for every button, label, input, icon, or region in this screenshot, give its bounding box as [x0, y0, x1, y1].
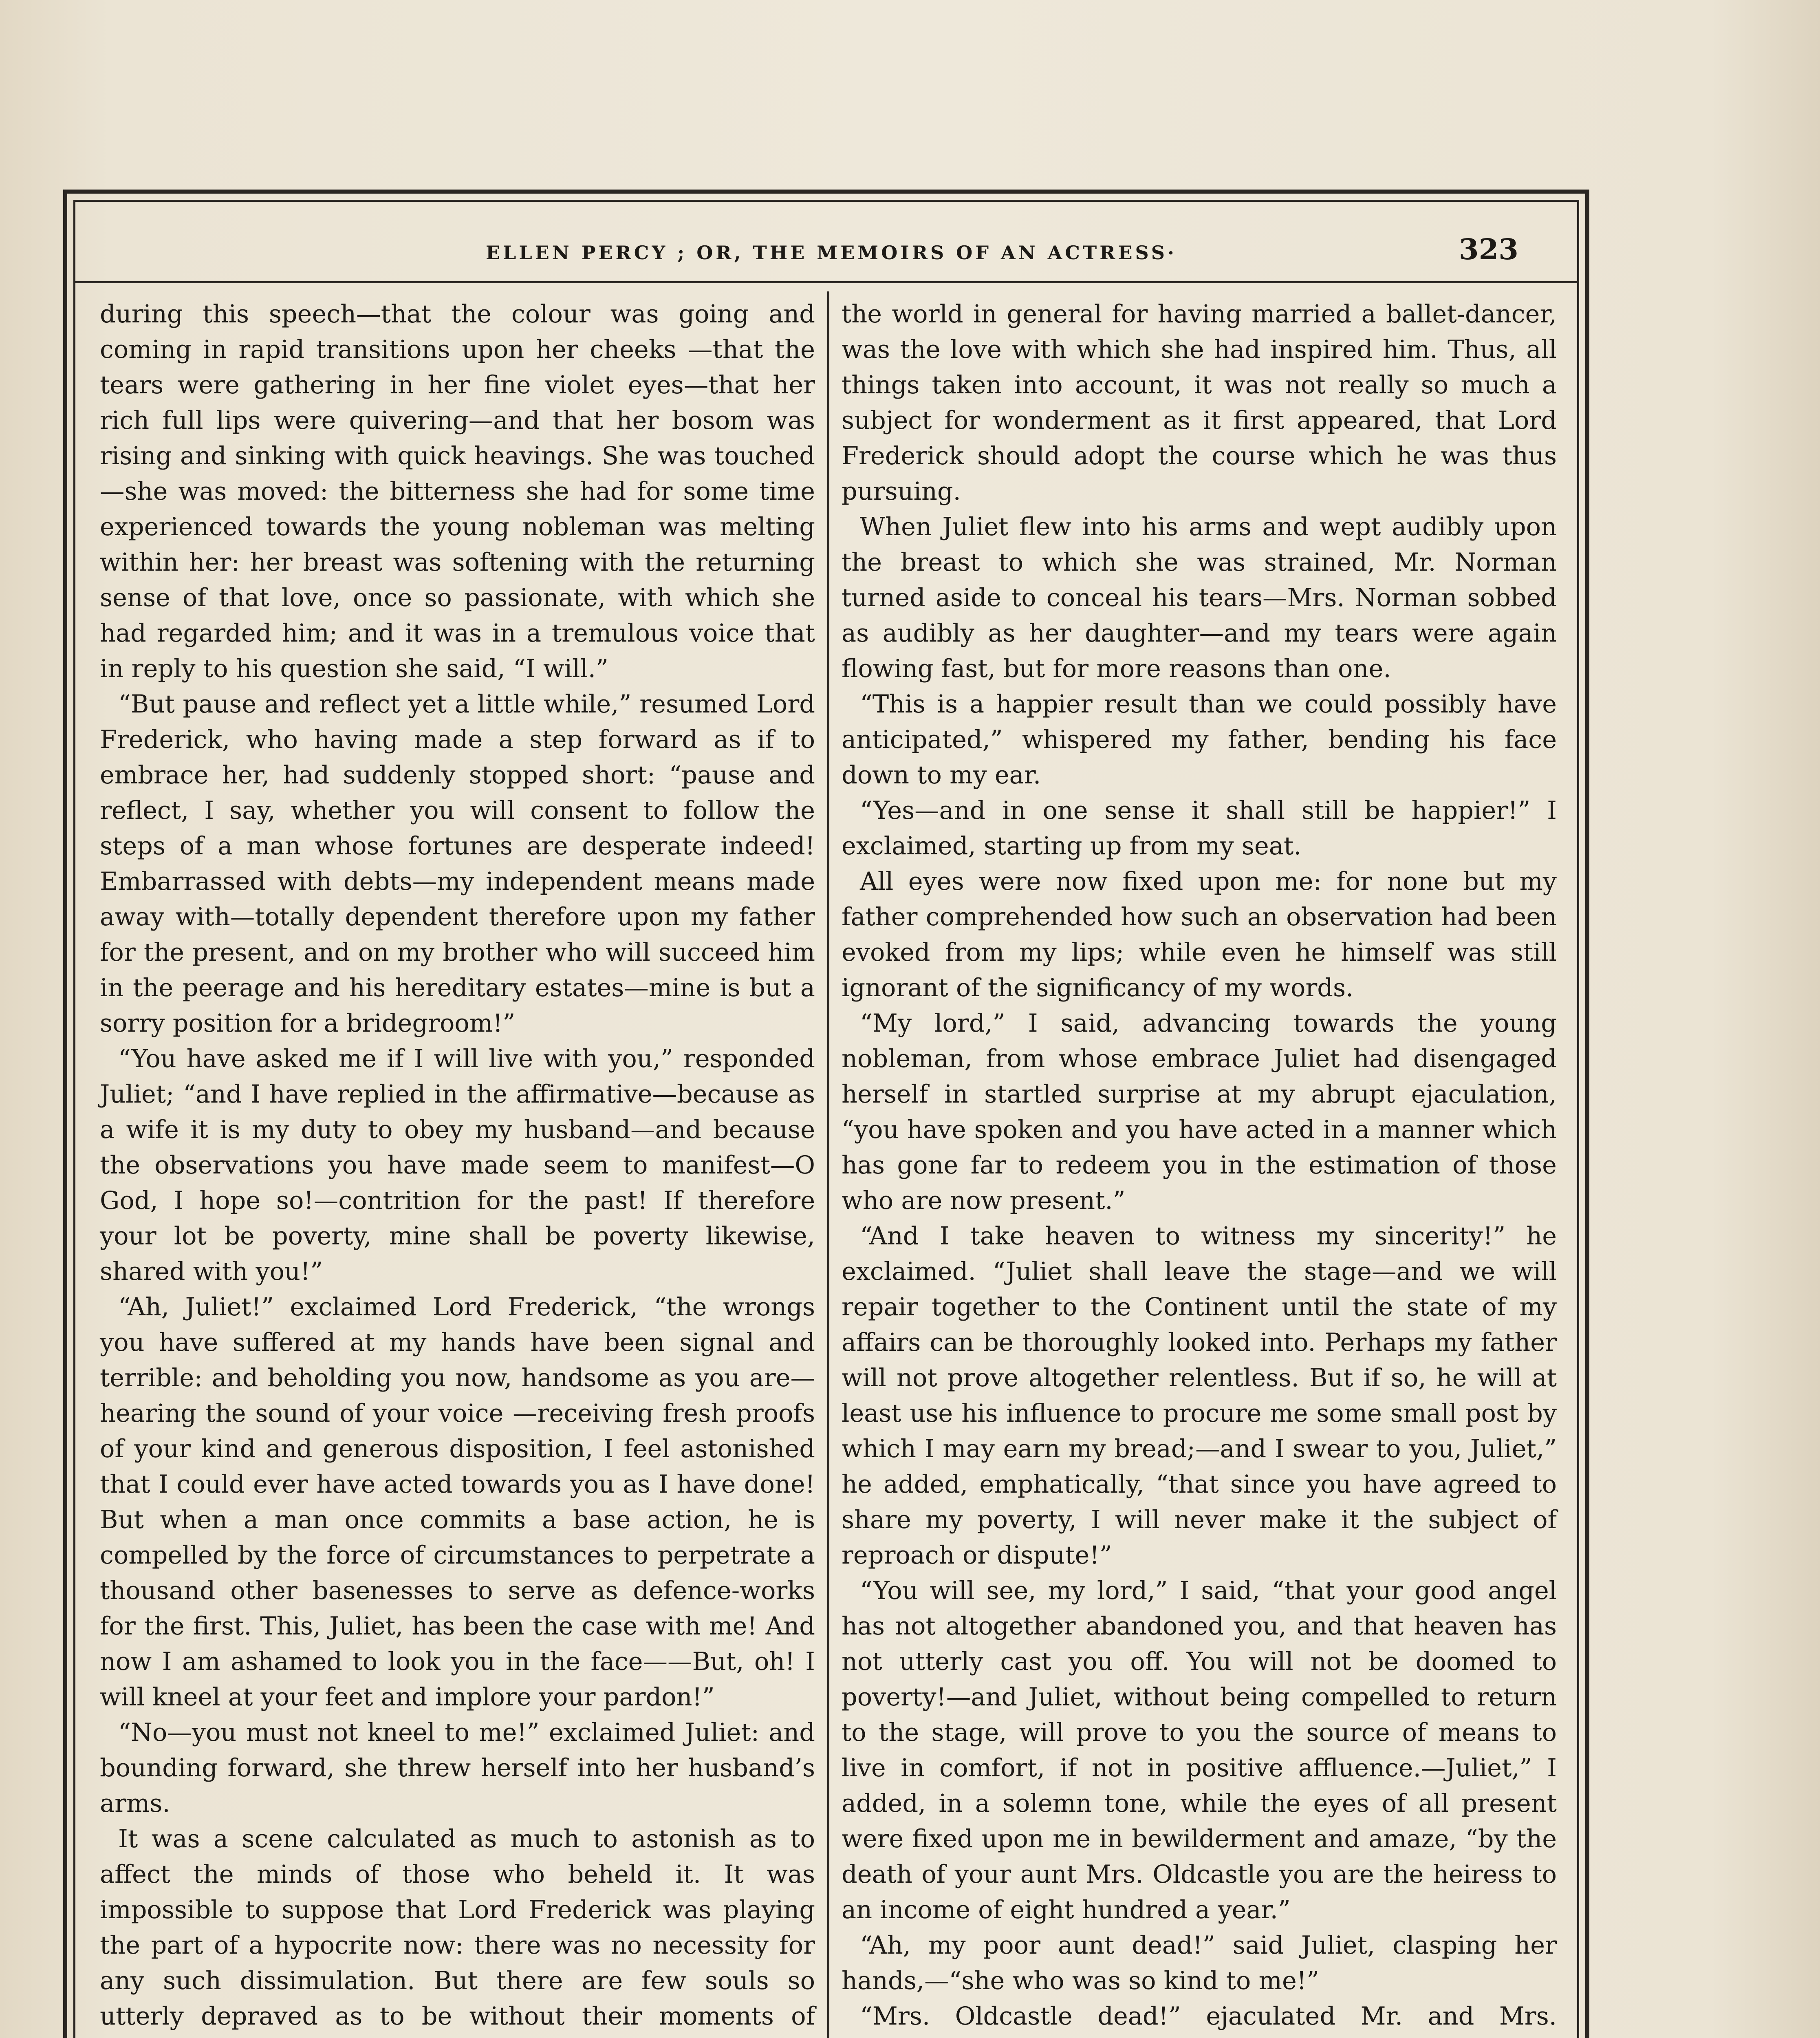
right-column: [842, 297, 1557, 2038]
paragraph: “But pause and reflect yet a little while,” resumed Lord Frederick, who having made a step forward as if to embrace her, had suddenly stopped short: “pause and reflect, I say, whether you will consent to follow the steps of a man whose fortunes are desperate indeed! Embarrassed with debts—my independent means made away with—totally dependent therefore upon my father for the present, and on my brother who will succeed him in the peerage and his hereditary estates—mine is but a sorry position for a bridegroom!”: [100, 690, 815, 1038]
paragraph: It was a scene calculated as much to astonish as to affect the minds of those who beheld it. It was impossible to suppose that Lord Frederick was playing the part of a hypocrite now: there was no necessity for any such dissimulation. But there are few souls so utterly depraved as to be without their moments of: [100, 1825, 815, 2031]
header-rule: [73, 281, 1579, 283]
paragraph: during this speech—that the colour was going and coming in rapid transitions upon her cheeks —that the tears were gathering in her fine violet eyes—that her rich full lips were quivering—and that her bosom was rising and sinking with quick heavings. She was touched—she was moved: the bitterness she had for some time experienced towards the young nobleman was melting within her: her breast was softening with the returning sense of that love, once so passionate, with which she had regarded him; and it was in a tremulous voice that in reply to his question she said, “I will.”: [100, 300, 815, 683]
paragraph: “No—you must not kneel to me!” exclaimed Juliet: and bounding forward, she threw herself into her husband’s arms.: [100, 1718, 815, 1818]
paragraph: “Yes—and in one sense it shall still be happier!” I exclaimed, starting up from my seat.: [842, 796, 1557, 860]
left-column: [100, 297, 815, 2038]
paragraph: the world in general for having married a ballet-dancer, was the love with which she had inspired him. Thus, all things taken into account, it was not really so much a subject for wonderment as it first appeared, that Lord Frederick should adopt the course which he was thus pursuing.: [842, 300, 1557, 506]
paragraph: “Ah, Juliet!” exclaimed Lord Frederick, “the wrongs you have suffered at my hands have been signal and terrible: and beholding you now, handsome as you are—hearing the sound of your voice —receiving fresh proofs of your kind and generous disposition, I feel astonished that I could ever have acted towards you as I have done! But when a man once commits a base action, he is compelled by the force of circumstances to perpetrate a thousand other basenesses to serve as defence-works for the first. This, Juliet, has been the case with me! And now I am ashamed to look you in the face——But, oh! I will kneel at your feet and implore your pardon!”: [100, 1293, 815, 1712]
running-title: ELLEN PERCY ; OR, THE MEMOIRS OF AN ACTRESS·: [485, 242, 1177, 264]
paragraph: All eyes were now fixed upon me: for none but my father comprehended how such an observation had been evoked from my lips; while even he himself was still ignorant of the significancy of my words.: [842, 867, 1557, 1002]
paragraph: “Ah, my poor aunt dead!” said Juliet, clasping her hands,—“she who was so kind to me!”: [842, 1931, 1557, 1995]
paragraph: “My lord,” I said, advancing towards the young nobleman, from whose embrace Juliet had disengaged herself in startled surprise at my abrupt ejaculation, “you have spoken and you have acted in a manner which has gone far to redeem you in the estimation of those who are now present.”: [842, 1009, 1557, 1215]
column-divider: [827, 291, 829, 2038]
paragraph: “You have asked me if I will live with you,” responded Juliet; “and I have replied in the affirmative—because as a wife it is my duty to obey my husband—and because the observations you have made seem to manifest—O God, I hope so!—contrition for the past! If therefore your lot be poverty, mine shall be poverty likewise, shared with you!”: [100, 1045, 815, 1286]
page-number: 323: [1459, 232, 1518, 266]
paragraph: When Juliet flew into his arms and wept audibly upon the breast to which she was strained, Mr. Norman turned aside to conceal his tears—Mrs. Norman sobbed as audibly as her daughter—and my tears were again flowing fast, but for more reasons than one.: [842, 513, 1557, 683]
paragraph: “And I take heaven to witness my sincerity!” he exclaimed. “Juliet shall leave the stage—and we will repair together to the Continent until the state of my affairs can be thoroughly looked into. Perhaps my father will not prove altogether relentless. But if so, he will at least use his influence to procure me some small post by which I may earn my bread;—and I swear to you, Juliet,” he added, emphatically, “that since you have agreed to share my poverty, I will never make it the subject of reproach or dispute!”: [842, 1222, 1557, 1570]
paragraph: “You will see, my lord,” I said, “that your good angel has not altogether abandoned you, and that heaven has not utterly cast you off. You will not be doomed to poverty!—and Juliet, without being compelled to return to the stage, will prove to you the source of means to live in comfort, if not in positive affluence.—Juliet,” I added, in a solemn tone, while the eyes of all present were fixed upon me in bewilderment and amaze, “by the death of your aunt Mrs. Oldcastle you are the heiress to an income of eight hundred a year.”: [842, 1577, 1557, 1924]
paragraph: “Mrs. Oldcastle dead!” ejaculated Mr. and Mrs.: [860, 2002, 1557, 2031]
paragraph: “This is a happier result than we could possibly have anticipated,” whispered my father, bending his face down to my ear.: [842, 690, 1557, 790]
